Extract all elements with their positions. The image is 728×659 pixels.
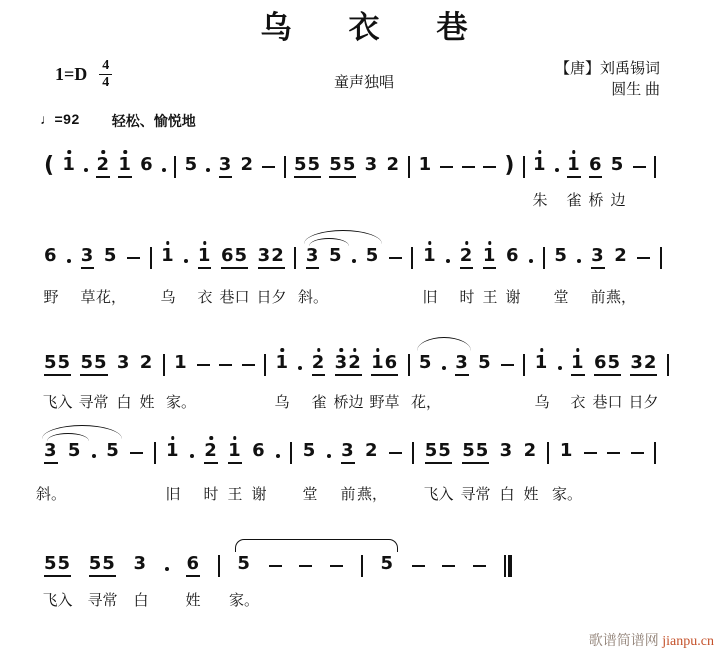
note-token: 1 [571, 354, 585, 376]
augmentation-dot [529, 259, 533, 263]
barline [174, 156, 176, 178]
note-token: 1 [533, 156, 547, 178]
lyric-syllable: 桥 [588, 193, 604, 209]
augmentation-dot [184, 259, 188, 263]
note-token: 3 [455, 354, 469, 376]
barline [290, 442, 292, 464]
performance-type-subtitle: 童声独唱 [333, 75, 394, 91]
close-paren: ) [504, 153, 515, 178]
note-token: 1 [418, 154, 433, 175]
note-token: 5 5 [329, 156, 356, 178]
dash-extension [442, 565, 455, 568]
dash-extension [440, 166, 453, 169]
watermark-site-name: 歌谱简谱网 [588, 634, 659, 649]
note-token: 5 [302, 440, 317, 461]
lyric-syllable: 草 [80, 290, 96, 306]
time-signature-numerator: 4 [99, 58, 112, 75]
note-token: 1 [228, 442, 242, 464]
credits [555, 59, 660, 101]
barline [218, 555, 220, 577]
note-token: 5 [418, 352, 433, 373]
notes-row [44, 247, 662, 269]
lyric-syllable: 日夕 [628, 395, 659, 411]
barline [408, 354, 410, 376]
augmentation-dot [558, 366, 562, 370]
lyric-syllable: 谢 [251, 487, 267, 503]
lyric-syllable: 白 [133, 593, 149, 609]
note-token: 1 [166, 442, 180, 464]
music-line-3 [44, 354, 669, 416]
barline [654, 156, 656, 178]
notes-row [44, 442, 656, 464]
lyric-syllable: 乌 [160, 290, 176, 306]
dash-extension [219, 364, 232, 367]
music-line-2 [44, 247, 662, 309]
note-token: 3 [364, 154, 379, 175]
dash-extension [389, 257, 402, 260]
note-token: 5 5 [44, 555, 71, 577]
metronome-mark: ♩=92 [40, 111, 80, 127]
lyric-syllable: 堂 [553, 290, 569, 306]
note-token: 1 [174, 352, 188, 373]
dash-extension [412, 565, 425, 568]
note-token: 6 [252, 440, 266, 461]
note-token: 3 [44, 442, 58, 464]
note-token: 1 [535, 354, 549, 376]
lyric-syllable: 衣 [570, 395, 586, 411]
lyric-syllable: 寻常 [87, 593, 118, 609]
barline [523, 354, 525, 376]
note-token: 6 [589, 156, 603, 178]
augmentation-dot [206, 168, 210, 172]
lyric-syllable: 白 [499, 487, 515, 503]
barline [667, 354, 669, 376]
note-token: 5 [380, 553, 394, 574]
lyric-syllable: 衣 [197, 290, 213, 306]
note-token: 6 5 [221, 247, 248, 269]
lyric-syllable: 旧 [165, 487, 181, 503]
note-token: 3 [591, 247, 605, 269]
barline [547, 442, 549, 464]
lyric-syllable: 花， [410, 395, 442, 411]
note-token: 3 [116, 352, 131, 373]
lyric-syllable: 斜。 [297, 290, 329, 306]
dash-extension [130, 452, 143, 455]
note-token: 2 [139, 352, 154, 373]
dash-extension [501, 364, 514, 367]
lyric-syllable: 朱 [532, 193, 548, 209]
note-token: 1 [161, 247, 175, 269]
note-token: 3 [219, 156, 233, 178]
lyric-syllable: 燕， [356, 487, 388, 503]
note-token: 2 [365, 440, 379, 461]
note-token: 1 [275, 354, 289, 376]
note-token: 5 5 [44, 354, 71, 376]
dash-extension [242, 364, 255, 367]
barline [154, 442, 156, 464]
note-token: 5 [329, 245, 343, 266]
final-double-barline [504, 555, 512, 577]
note-token: 5 [184, 154, 199, 175]
lyric-syllable: 堂 [302, 487, 318, 503]
barline [150, 247, 152, 269]
note-token: 5 [610, 154, 625, 175]
augmentation-dot [84, 168, 88, 172]
note-token: 5 5 [462, 442, 489, 464]
note-token: 6 [186, 555, 200, 577]
note-token: 2 [460, 247, 474, 269]
barline [654, 442, 656, 464]
tie-arc [235, 539, 398, 552]
lyric-syllable: 乌 [534, 395, 550, 411]
composer-credit: 圆生 曲 [611, 82, 660, 98]
note-token: 2 [96, 156, 110, 178]
lyric-syllable: 时 [459, 290, 475, 306]
barline [163, 354, 165, 376]
tempo-line [40, 111, 196, 131]
barline [660, 247, 662, 269]
barline [543, 247, 545, 269]
lyric-syllable: 雀 [566, 193, 582, 209]
lyric-syllable: 前 [340, 487, 356, 503]
music-line-4 [35, 440, 656, 504]
augmentation-dot [92, 454, 96, 458]
dash-extension [637, 257, 650, 260]
note-token: 3 [81, 247, 95, 269]
augmentation-dot [327, 454, 331, 458]
lyric-syllable: 白 [116, 395, 132, 411]
note-token: 6 [140, 154, 154, 175]
dash-extension [299, 565, 312, 568]
note-token: 2 [386, 154, 401, 175]
note-token: 2 [614, 245, 628, 266]
barline [294, 247, 296, 269]
note-token: 2 [204, 442, 218, 464]
dash-extension [483, 166, 496, 169]
lyric-syllable: 姓 [523, 487, 539, 503]
barline [264, 354, 266, 376]
note-token: 6 [44, 245, 58, 266]
music-line-5 [44, 555, 512, 617]
lyric-syllable: 旧 [422, 290, 438, 306]
lyric-syllable: 花， [95, 290, 127, 306]
lyric-syllable: 时 [203, 487, 219, 503]
barline [284, 156, 286, 178]
augmentation-dot [67, 259, 71, 263]
lyric-syllable: 家。 [228, 593, 260, 609]
slur-arc [417, 337, 471, 351]
lyric-syllable: 谢 [505, 290, 521, 306]
augmentation-dot [446, 259, 450, 263]
notes-row [44, 555, 512, 577]
lyricist-credit: 【唐】刘禹锡词 [554, 61, 660, 77]
dash-extension [473, 565, 486, 568]
dash-extension [269, 565, 282, 568]
lyric-syllable: 王 [482, 290, 498, 306]
barline [408, 156, 410, 178]
note-token: 5 [103, 245, 118, 266]
note-token: 5 [237, 553, 251, 574]
lyric-syllable: 斜。 [35, 487, 67, 503]
note-token: 1 [198, 247, 212, 269]
lyric-syllable: 野草 [369, 395, 400, 411]
note-token: 3 2 [258, 247, 285, 269]
lyric-syllable: 飞入 [42, 395, 73, 411]
dash-extension [631, 452, 644, 455]
augmentation-dot [577, 259, 581, 263]
note-token: 1 [423, 247, 437, 269]
note-token: 5 [478, 352, 492, 373]
note-token: 1 [483, 247, 497, 269]
lyric-syllable: 日夕 [256, 290, 287, 306]
notes-row [44, 354, 669, 376]
lyric-syllable: 乌 [274, 395, 290, 411]
time-signature-denominator: 4 [102, 75, 110, 91]
notes-row [44, 155, 656, 178]
note-token: 3 [499, 440, 514, 461]
open-paren: ( [44, 153, 55, 178]
watermark [589, 630, 714, 650]
note-token: 1 [559, 440, 574, 461]
lyric-syllable: 家。 [551, 487, 583, 503]
music-line-1 [44, 155, 656, 217]
lyric-syllable: 姓 [139, 395, 155, 411]
note-token: 1 [118, 156, 132, 178]
lyric-syllable: 巷口 [219, 290, 250, 306]
note-token: 5 5 [294, 156, 321, 178]
dash-extension [197, 364, 210, 367]
note-token: 5 [106, 440, 120, 461]
watermark-site-url: jianpu.cn [662, 634, 714, 649]
note-token: 3 [306, 247, 320, 269]
note-token: 3 [133, 553, 148, 574]
dash-extension [330, 565, 343, 568]
note-token: 1 [62, 156, 76, 178]
note-token: 5 5 [89, 555, 116, 577]
note-token: 6 5 [594, 354, 621, 376]
dash-extension [607, 452, 620, 455]
lyric-syllable: 飞入 [423, 487, 454, 503]
note-token: 6 [506, 245, 520, 266]
note-token: 2 [312, 354, 326, 376]
barline [411, 247, 413, 269]
note-token: 5 [554, 245, 568, 266]
lyric-syllable: 寻常 [460, 487, 491, 503]
augmentation-dot [555, 168, 559, 172]
lyric-syllable: 寻常 [78, 395, 109, 411]
augmentation-dot [165, 567, 169, 571]
key-label: 1=D [55, 64, 88, 85]
augmentation-dot [162, 168, 166, 172]
song-title: 乌衣巷 [260, 10, 525, 45]
lyric-syllable: 燕， [605, 290, 637, 306]
augmentation-dot [190, 454, 194, 458]
augmentation-dot [352, 259, 356, 263]
expression-mark: 轻松、愉悦地 [111, 113, 196, 129]
note-token: 5 5 [425, 442, 452, 464]
barline [361, 555, 363, 577]
note-token: 3 2 [335, 354, 362, 376]
lyric-syllable: 飞入 [42, 593, 73, 609]
augmentation-dot [442, 366, 446, 370]
dash-extension [389, 452, 402, 455]
lyric-syllable: 家。 [165, 395, 197, 411]
note-token: 1 [567, 156, 581, 178]
note-token: 2 [240, 154, 255, 175]
dash-extension [584, 452, 597, 455]
note-token: 3 [341, 442, 355, 464]
note-token: 2 [523, 440, 538, 461]
note-token: 5 [365, 245, 380, 266]
barline [412, 442, 414, 464]
dash-extension [462, 166, 475, 169]
note-token: 3 2 [630, 354, 657, 376]
note-token: 1 6 [371, 354, 398, 376]
dash-extension [127, 257, 140, 260]
lyric-syllable: 边 [610, 193, 626, 209]
lyric-syllable: 雀 [311, 395, 327, 411]
barline [523, 156, 525, 178]
dash-extension [262, 166, 275, 169]
lyric-syllable: 前 [590, 290, 606, 306]
lyric-syllable: 野 [43, 290, 59, 306]
augmentation-dot [298, 366, 302, 370]
lyric-syllable: 王 [227, 487, 243, 503]
note-token: 5 5 [80, 354, 107, 376]
lyric-syllable: 桥边 [333, 395, 364, 411]
augmentation-dot [276, 454, 280, 458]
dash-extension [633, 166, 646, 169]
lyric-syllable: 姓 [185, 593, 201, 609]
lyric-syllable: 巷口 [592, 395, 623, 411]
note-token: 5 [67, 440, 82, 461]
